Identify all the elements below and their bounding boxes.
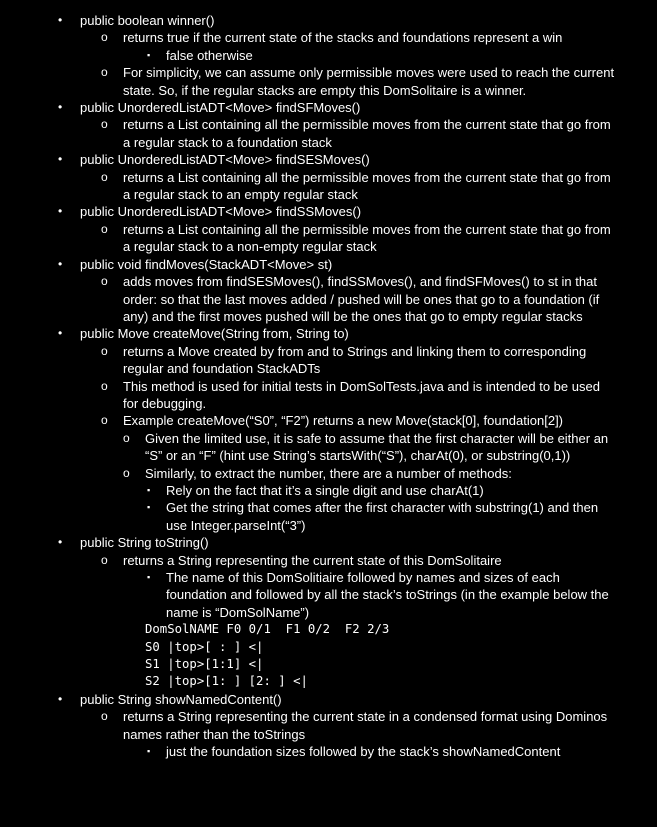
list-item-text: returns a Move created by from and to Strings and linking them to corresponding regular and foundation StackADTs [123, 343, 587, 377]
list-item-level-1 [0, 256, 657, 273]
list-item-level-1 [0, 534, 657, 551]
list-item-text: false otherwise [166, 47, 253, 63]
list-item-text: For simplicity, we can assume only permissible moves were used to reach the current state. So, if the regular stacks are empty this DomSolitaire is a winner. [123, 65, 615, 98]
square-bullet-icon: ▪ [147, 484, 151, 495]
code-line: S0 |top>[ : ] <| [145, 639, 264, 654]
disc-bullet-icon: • [58, 100, 63, 115]
circle-bullet-icon: o [101, 169, 108, 184]
circle-bullet-icon: o [101, 117, 108, 132]
list-item-text: public Move createMove(String from, String to) [80, 326, 349, 342]
list-item-text: Similarly, to extract the number, there are a number of methods: [145, 465, 512, 481]
list-item-text: returns a List containing all the permissible moves from the current state that go from a regular stack to a non-empty regular stack [123, 221, 611, 255]
list-item-text: public boolean winner() [80, 13, 215, 28]
disc-bullet-icon: • [58, 326, 63, 341]
disc-bullet-icon: • [58, 691, 63, 706]
list-item-level-4 [0, 569, 657, 621]
circle-bullet-icon: o [101, 709, 108, 724]
circle-bullet-icon: o [101, 65, 108, 80]
list-item-text: public void findMoves(StackADT<Move> st) [80, 256, 333, 272]
list-item-level-4 [0, 47, 657, 64]
list-item-level-2 [0, 412, 657, 429]
list-item-text: Example createMove(“S0”, “F2”) returns a new Move(stack[0], foundation[2]) [123, 413, 564, 429]
list-item-text: This method is used for initial tests in DomSolTests.java and is intended to be used for debugging. [123, 378, 600, 411]
list-item-text: public UnorderedListADT<Move> findSESMoves() [80, 152, 370, 168]
square-bullet-icon: ▪ [147, 746, 151, 757]
circle-bullet-icon: o [101, 413, 108, 428]
list-item-text: Rely on the fact that it’s a single digit and use charAt(1) [166, 482, 484, 498]
list-item-text: returns a String representing the current state of this DomSolitaire [123, 552, 502, 568]
list-item-level-2 [0, 116, 657, 151]
list-item-text: public String toString() [80, 535, 209, 551]
list-item-text: The name of this DomSolitiaire followed by names and sizes of each foundation and followed by all the stack’s toStrings (in the example below the name is “DomSolName”) [166, 570, 609, 620]
list-item-level-3 [0, 465, 657, 482]
circle-bullet-icon: o [101, 30, 108, 45]
document-body [0, 12, 657, 760]
square-bullet-icon: ▪ [147, 502, 151, 513]
list-item-level-4 [0, 743, 657, 760]
list-item-text: public UnorderedListADT<Move> findSSMoves() [80, 204, 362, 220]
list-item-text: returns true if the current state of the stacks and foundations represent a win [123, 30, 563, 46]
circle-bullet-icon: o [101, 343, 108, 358]
list-item-level-2 [0, 552, 657, 569]
list-item-level-4 [0, 499, 657, 534]
list-item-level-2 [0, 343, 657, 378]
list-item-text: just the foundation sizes followed by the stack’s showNamedContent [166, 744, 561, 760]
list-item-level-2 [0, 29, 657, 46]
list-item-level-3 [0, 430, 657, 465]
list-item-text: public UnorderedListADT<Move> findSFMoves() [80, 100, 361, 116]
circle-bullet-icon: o [123, 430, 130, 445]
circle-bullet-icon: o [101, 221, 108, 236]
code-line: DomSolNAME F0 0/1 F1 0/2 F2 2/3 [145, 622, 390, 637]
list-item-level-1 [0, 325, 657, 342]
list-item-level-1 [0, 99, 657, 116]
list-item-text: returns a List containing all the permissible moves from the current state that go from a regular stack to an empty regular stack [123, 169, 611, 203]
circle-bullet-icon: o [101, 378, 108, 393]
list-item-text: adds moves from findSESMoves(), findSSMoves(), and findSFMoves() to st in that order: so that the last moves added / pushed will be ones that go to a foundation (if any) and the first moves pushed will be the ones that go to empty regular stacks [123, 274, 600, 324]
circle-bullet-icon: o [101, 274, 108, 289]
list-item-level-2 [0, 708, 657, 743]
list-item-text: returns a String representing the current state in a condensed format using Dominos names rather than the toStrings [123, 709, 608, 742]
disc-bullet-icon: • [58, 204, 63, 219]
list-item-text: returns a List containing all the permissible moves from the current state that go from a regular stack to a foundation stack [123, 117, 611, 150]
list-item-level-1 [0, 691, 657, 708]
square-bullet-icon: ▪ [147, 572, 151, 582]
list-item-level-1 [0, 151, 657, 168]
list-item-level-1 [0, 203, 657, 220]
circle-bullet-icon: o [101, 552, 108, 567]
disc-bullet-icon: • [58, 256, 63, 271]
disc-bullet-icon: • [58, 13, 63, 27]
list-item-level-2 [0, 221, 657, 256]
square-bullet-icon: ▪ [147, 49, 151, 60]
list-item-text: Given the limited use, it is safe to assume that the first character will be either an “S” or an “F” (hint use String’s startsWith(“S”), charAt(0), or substring(0,1)) [145, 430, 609, 464]
list-item-level-1 [0, 12, 657, 29]
list-item-level-2 [0, 64, 657, 99]
disc-bullet-icon: • [58, 152, 63, 167]
disc-bullet-icon: • [58, 535, 63, 550]
code-line: S2 |top>[1: ] [2: ] <| [145, 674, 308, 689]
list-item-level-4 [0, 482, 657, 499]
list-item-text: public String showNamedContent() [80, 691, 282, 707]
list-item-level-2 [0, 273, 657, 325]
list-item-text: Get the string that comes after the first character with substring(1) and then use Integer.parseInt(“3”) [166, 500, 599, 533]
list-item-level-2 [0, 169, 657, 204]
circle-bullet-icon: o [123, 465, 130, 480]
code-line: S1 |top>[1:1] <| [145, 657, 264, 672]
list-item-level-2 [0, 378, 657, 413]
